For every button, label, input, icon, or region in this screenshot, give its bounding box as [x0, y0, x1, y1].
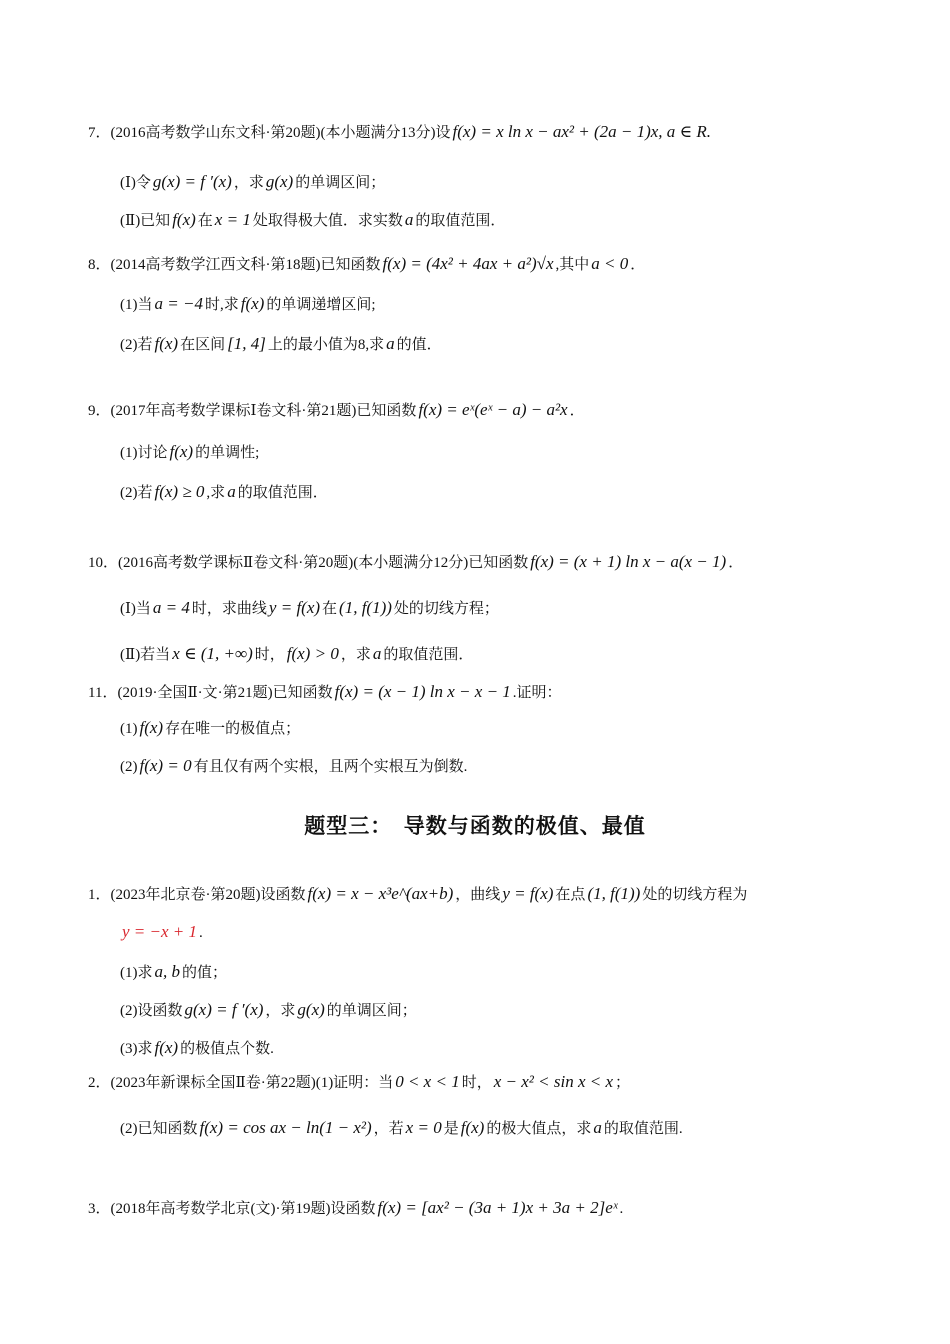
problem-2-1-part-2 — [120, 1000, 417, 1021]
problem-source: (2023年北京卷·第20题)设函数 — [110, 887, 306, 903]
part-text: 的单调递增区间; — [266, 297, 376, 313]
part-label: (1)求 — [120, 965, 153, 981]
part-label: (2) — [120, 759, 138, 775]
formula: f(x) — [154, 1038, 179, 1057]
problem-source: (2014高考数学江西文科·第18题)已知函数 — [110, 257, 381, 273]
part-text: ,求 — [206, 485, 226, 501]
stem-end: ． — [630, 257, 646, 273]
part-text: 的值； — [182, 965, 228, 981]
problem-number: 9． — [88, 403, 111, 419]
part-text: 处的切线方程； — [393, 601, 499, 617]
formula: x ∈ (1, +∞) — [172, 644, 253, 663]
formula: f(x) — [139, 718, 164, 737]
part-text: ，求 — [233, 175, 264, 191]
formula: f(x) = x ln x − ax² + (2a − 1)x, a ∈ R. — [452, 122, 712, 141]
part-label: (2)已知函数 — [120, 1121, 198, 1137]
problem-11-part-1 — [120, 718, 300, 739]
part-text: 的极值点个数. — [180, 1041, 274, 1057]
problem-10-part-1 — [120, 598, 499, 619]
formula: f(x) > 0 — [286, 644, 339, 663]
part-text: ，求 — [265, 1003, 296, 1019]
stem-end: .证明： — [512, 685, 562, 701]
formula: f(x) = (x − 1) ln x − x − 1 — [334, 682, 511, 701]
part-text: 的值． — [396, 337, 442, 353]
part-label: (1)当 — [120, 297, 153, 313]
problem-number: 11． — [88, 685, 118, 701]
formula: (1, f(1)) — [339, 598, 392, 617]
formula: g(x) — [265, 172, 294, 191]
problem-source: (2018年高考数学北京(文)·第19题)设函数 — [110, 1201, 376, 1217]
formula: a < 0 — [591, 254, 629, 273]
formula: f(x) = [ax² − (3a + 1)x + 3a + 2]eˣ — [377, 1198, 618, 1217]
problem-2-2-part-2 — [120, 1118, 683, 1139]
problem-number: 3． — [88, 1201, 111, 1217]
part-text: 有且仅有两个实根，且两个实根互为倒数. — [193, 759, 468, 775]
problem-8-stem — [88, 254, 645, 275]
formula: f(x) = 0 — [139, 756, 192, 775]
part-text: 的单调区间； — [295, 175, 386, 191]
stem-end: ． — [569, 403, 585, 419]
stem-text: ； — [615, 1075, 631, 1091]
formula: y = f(x) — [502, 884, 554, 903]
problem-11-part-2 — [120, 756, 467, 777]
formula: (1, f(1)) — [587, 884, 641, 903]
formula: x = 0 — [405, 1118, 442, 1137]
formula: a = −4 — [154, 294, 203, 313]
problem-7-part-2 — [120, 210, 505, 231]
formula: f(x) — [240, 294, 265, 313]
part-label: (Ⅰ)令 — [120, 175, 151, 191]
problem-2-1-part-3 — [120, 1038, 274, 1059]
problem-10-stem — [88, 552, 743, 573]
formula: g(x) = f ′(x) — [152, 172, 232, 191]
part-label: (2)若 — [120, 485, 153, 501]
part-text: 的极大值点，求 — [486, 1121, 592, 1137]
answer-end: . — [199, 925, 203, 941]
problem-source: (2019·全国Ⅱ·文·第21题)已知函数 — [117, 685, 333, 701]
problem-9-stem — [88, 400, 585, 421]
part-text: ，若 — [373, 1121, 404, 1137]
formula: f(x) = eˣ(eˣ − a) − a²x — [418, 400, 568, 419]
problem-9-part-1 — [120, 442, 259, 463]
part-label: (2)若 — [120, 337, 153, 353]
problem-7-part-1 — [120, 172, 385, 193]
stem-text: 时， — [461, 1075, 492, 1091]
problem-7-stem — [88, 122, 713, 143]
formula: f(x) ≥ 0 — [154, 482, 205, 501]
formula: a — [372, 644, 382, 663]
part-label: (Ⅱ)若当 — [120, 647, 171, 663]
formula: a — [593, 1118, 602, 1137]
problem-2-1-answer — [120, 922, 203, 943]
formula: a, b — [154, 962, 180, 981]
part-text: 上的最小值为8,求 — [267, 337, 385, 353]
formula: a — [404, 210, 414, 229]
problem-2-1-part-1 — [120, 962, 227, 983]
part-label: (Ⅰ)当 — [120, 601, 151, 617]
formula: f(x) = x − x³e^(ax+b) — [307, 884, 454, 903]
stem-text: 处的切线方程为 — [642, 887, 748, 903]
stem-end: . — [619, 1201, 624, 1217]
part-text: 时， — [254, 647, 285, 663]
part-text: 的单调性; — [195, 445, 260, 461]
answer-formula: y = −x + 1 — [122, 922, 198, 941]
formula: f(x) = (x + 1) ln x − a(x − 1) — [530, 552, 727, 571]
stem-text: 在点 — [555, 887, 586, 903]
problem-2-3-stem — [88, 1198, 623, 1219]
part-text: 的取值范围． — [237, 485, 328, 501]
formula: f(x) = (4x² + 4ax + a²)√x — [382, 254, 554, 273]
formula: g(x) — [297, 1000, 325, 1019]
part-label: (1) — [120, 721, 138, 737]
formula: f(x) — [154, 334, 179, 353]
part-text: 的单调区间； — [326, 1003, 417, 1019]
part-text: 的取值范围． — [415, 213, 506, 229]
part-text: 处取得极大值．求实数 — [252, 213, 403, 229]
problem-9-part-2 — [120, 482, 328, 503]
part-text: ，求 — [340, 647, 371, 663]
stem-text: ，曲线 — [455, 887, 501, 903]
problem-number: 10． — [88, 555, 119, 571]
part-text: 在 — [197, 213, 213, 229]
problem-8-part-2 — [120, 334, 442, 355]
part-text: 时,求 — [204, 297, 239, 313]
formula: x − x² < sin x < x — [493, 1072, 614, 1091]
part-label: (1)讨论 — [120, 445, 168, 461]
formula: f(x) — [169, 442, 194, 461]
formula: f(x) — [172, 210, 196, 229]
problem-10-part-2 — [120, 644, 473, 665]
problem-number: 1． — [88, 887, 111, 903]
problem-2-2-stem — [88, 1072, 630, 1093]
formula: [1, 4] — [227, 334, 266, 353]
formula: f(x) — [460, 1118, 485, 1137]
part-text: 在 — [322, 601, 338, 617]
formula: f(x) = cos ax − ln(1 − x²) — [199, 1118, 372, 1137]
formula: a — [227, 482, 236, 501]
problem-source: (2016高考数学课标Ⅱ卷文科·第20题)(本小题满分12分)已知函数 — [118, 555, 529, 571]
formula: a = 4 — [152, 598, 190, 617]
formula: 0 < x < 1 — [395, 1072, 460, 1091]
problem-source: (2016高考数学山东文科·第20题)(本小题满分13分)设 — [110, 125, 451, 141]
problem-11-stem — [88, 682, 562, 703]
problem-source: (2017年高考数学课标Ⅰ卷文科·第21题)已知函数 — [110, 403, 417, 419]
stem-end: ． — [728, 555, 744, 571]
formula: x = 1 — [214, 210, 251, 229]
problem-number: 7． — [88, 125, 111, 141]
part-text: 时，求曲线 — [191, 601, 267, 617]
part-text: 在区间 — [180, 337, 226, 353]
problem-8-part-1 — [120, 294, 375, 315]
part-text: 是 — [443, 1121, 459, 1137]
part-text: 存在唯一的极值点； — [165, 721, 301, 737]
formula: y = f(x) — [268, 598, 321, 617]
part-text: 的取值范围． — [383, 647, 474, 663]
problem-source: (2023年新课标全国Ⅱ卷·第22题)(1)证明：当 — [110, 1075, 394, 1091]
problem-2-1-stem — [88, 884, 747, 905]
part-label: (2)设函数 — [120, 1003, 183, 1019]
problem-number: 2． — [88, 1075, 111, 1091]
section-heading: 题型三： 导数与函数的极值、最值 — [304, 814, 646, 838]
formula: g(x) = f ′(x) — [184, 1000, 264, 1019]
stem-text: ,其中 — [555, 257, 590, 273]
problem-number: 8． — [88, 257, 111, 273]
part-label: (Ⅱ)已知 — [120, 213, 171, 229]
part-label: (3)求 — [120, 1041, 153, 1057]
formula: a — [386, 334, 395, 353]
part-text: 的取值范围. — [603, 1121, 683, 1137]
